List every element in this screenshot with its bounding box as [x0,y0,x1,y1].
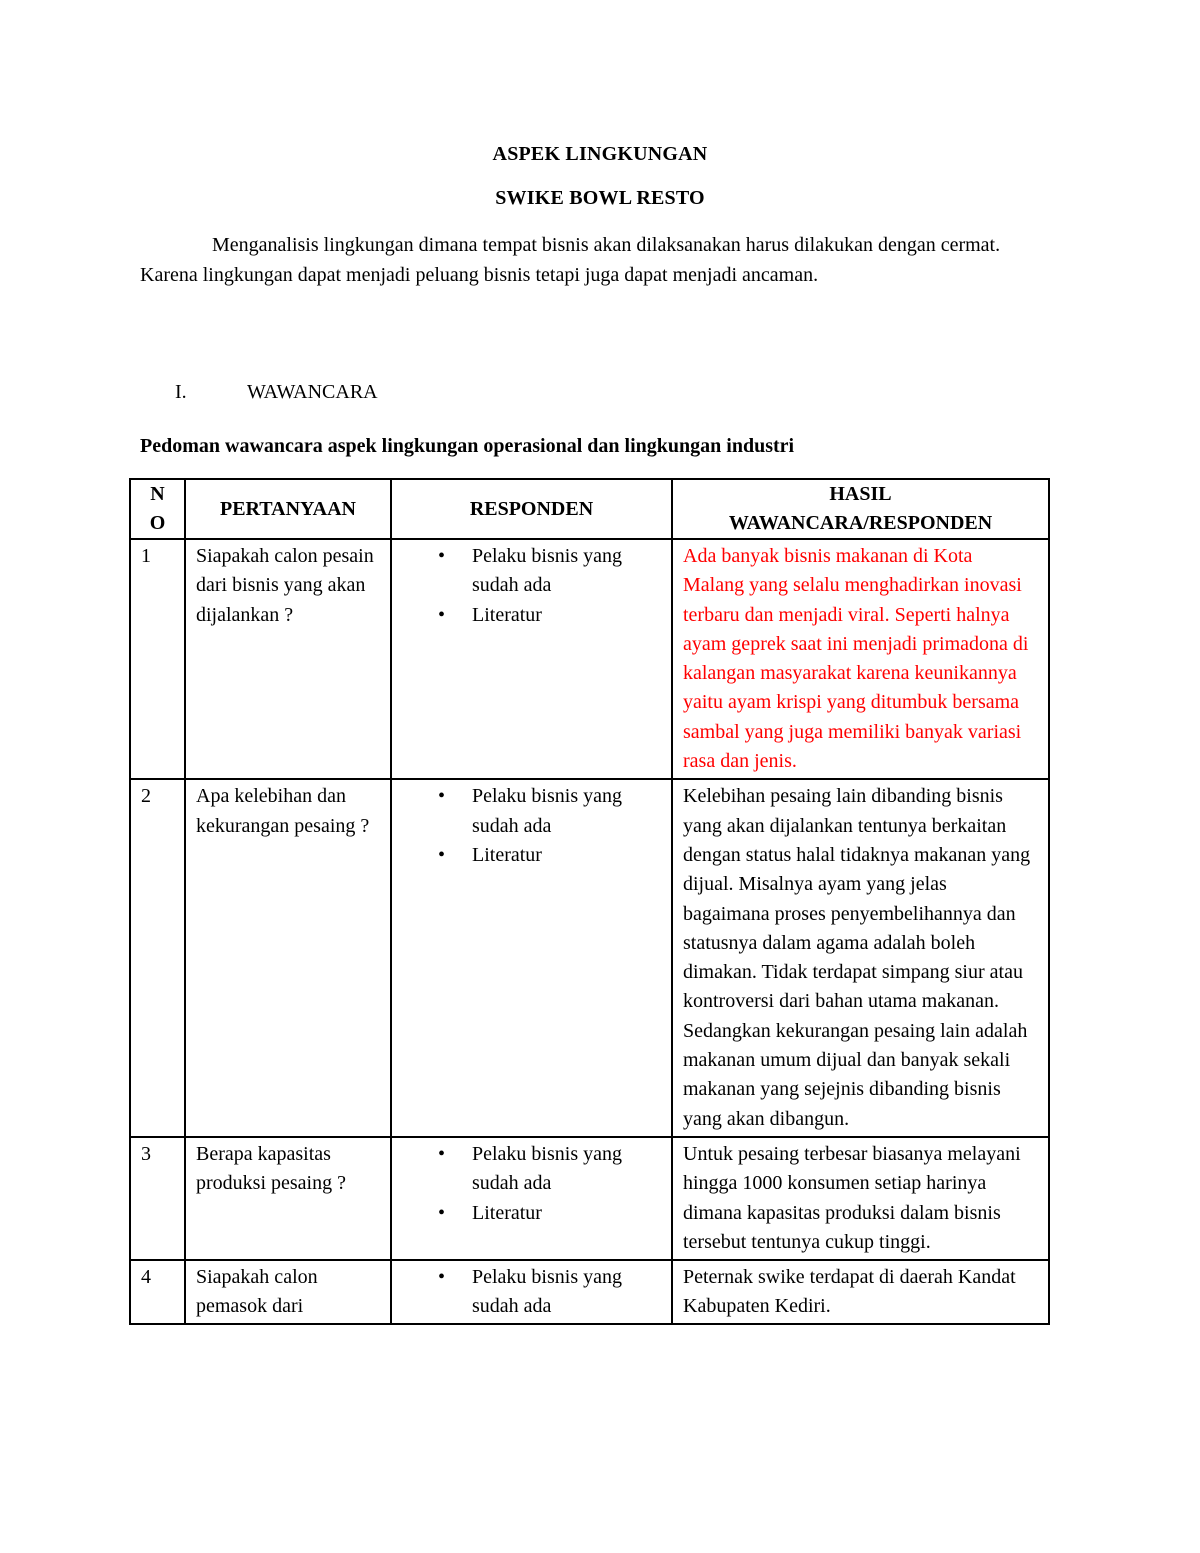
row-result: Untuk pesaing terbesar biasanya melayani hingga 1000 konsumen setiap harinya dimana kapasitas produksi dalam bisnis tersebut tentunya cukup tinggi. [672,1137,1049,1260]
header-result-line1: HASIL [829,483,892,505]
header-no-line2: O [149,512,166,534]
row-result [672,1260,1049,1324]
intro-paragraph: Menganalisis lingkungan dimana tempat bisnis akan dilaksanakan harus dilakukan dengan cermat. Karena lingkungan dapat menjadi peluang bisnis tetapi juga dapat menjadi ancaman. [140,234,1001,286]
table-row [130,539,1049,779]
respondent-item: • Pelaku bisnis yang sudah ada [402,782,661,841]
table-header-row [130,479,1049,539]
header-result [672,479,1049,539]
table-row [130,1260,1049,1324]
row-question: Berapa kapasitas produksi pesaing ? [185,1137,391,1260]
row-result: Kelebihan pesaing lain dibanding bisnis yang akan dijalankan tentunya berkaitan dengan status halal tidaknya makanan yang dijual. Misalnya ayam yang jelas bagaimana proses penyembelihannya dan statusnya dalam agama adalah boleh dimakan. Tidak terdapat simpang siur atau kontroversi dari bahan utama makanan. Sedangkan kekurangan pesaing lain adalah makanan umum dijual dan banyak sekali makanan yang sejejnis dibanding bisnis yang akan dibangun. [672,779,1049,1137]
header-respondent: RESPONDEN [391,479,672,539]
section-number: I. [175,381,187,403]
section-title: WAWANCARA [247,381,378,403]
row-respondents [391,539,672,779]
table-row [130,1137,1049,1260]
row-question-text: Siapakah calon pemasok dari [196,1266,318,1318]
row-number: 4 [130,1260,185,1324]
row-respondents [391,1260,672,1324]
table-row [130,779,1049,1137]
row-question: Apa kelebihan dan kekurangan pesaing ? [185,779,391,1137]
respondent-item: • Pelaku bisnis yang sudah ada [402,1263,661,1321]
interview-table [129,478,1050,1325]
table-heading: Pedoman wawancara aspek lingkungan operasional dan lingkungan industri [140,435,795,457]
row-result-text: Peternak swike terdapat di daerah Kandat Kabupaten Kediri. [683,1266,1016,1318]
row-number: 3 [130,1137,185,1260]
respondent-item: • Literatur [402,841,661,870]
header-no [130,479,185,539]
header-result-line2: WAWANCARA/RESPONDEN [728,512,993,534]
header-no-line1: N [150,483,165,505]
row-respondents [391,779,672,1137]
respondent-item: • Pelaku bisnis yang sudah ada [402,542,661,601]
document-title: ASPEK LINGKUNGAN [492,143,708,165]
section-heading [175,381,378,404]
document-subtitle: SWIKE BOWL RESTO [495,187,705,209]
header-question: PERTANYAAN [185,479,391,539]
row-number: 1 [130,539,185,779]
respondent-item: • Literatur [402,601,661,630]
respondent-item: • Pelaku bisnis yang sudah ada [402,1140,661,1199]
row-question: Siapakah calon pesain dari bisnis yang akan dijalankan ? [185,539,391,779]
row-number: 2 [130,779,185,1137]
row-respondents [391,1137,672,1260]
row-question [185,1260,391,1324]
row-result-highlighted: Ada banyak bisnis makanan di Kota Malang yang selalu menghadirkan inovasi terbaru dan menjadi viral. Seperti halnya ayam geprek saat ini menjadi primadona di kalangan masyarakat karena keunikannya yaitu ayam krispi yang ditumbuk bersama sambal yang juga memiliki banyak variasi rasa dan jenis. [672,539,1049,779]
respondent-item: • Literatur [402,1199,661,1228]
